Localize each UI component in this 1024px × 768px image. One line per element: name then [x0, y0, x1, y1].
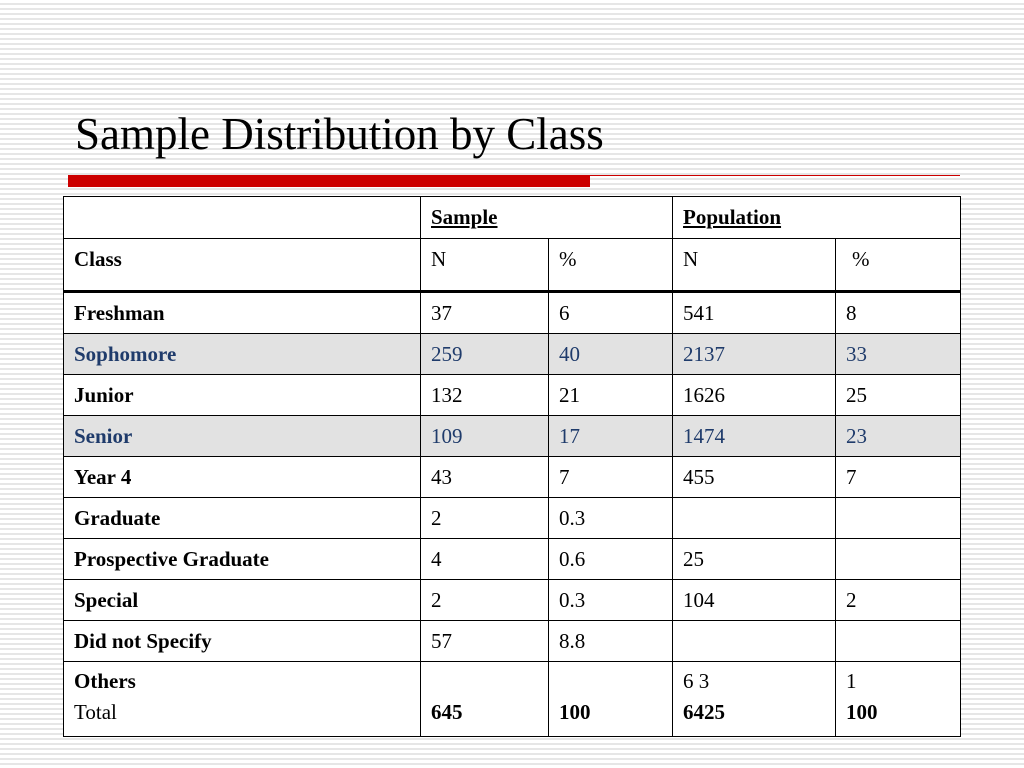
class-cell: Special [64, 580, 421, 621]
sample-pct-cell: 0.6 [549, 539, 673, 580]
class-cell [64, 662, 421, 737]
population-n-cell [673, 662, 836, 737]
page-title: Sample Distribution by Class [75, 109, 604, 159]
sample-n-cell: 2 [421, 580, 549, 621]
population-n-header: N [673, 239, 836, 292]
population-n-cell: 1626 [673, 375, 836, 416]
total-population-n: 6425 [683, 700, 726, 724]
sample-n-cell: 2 [421, 498, 549, 539]
title-underline-thin [590, 175, 960, 176]
sample-n-cell: 4 [421, 539, 549, 580]
sample-pct-cell: 6 [549, 292, 673, 334]
total-sample-n: 645 [431, 700, 463, 724]
title-underline-thick [68, 175, 590, 187]
class-cell: Graduate [64, 498, 421, 539]
table-row [64, 580, 961, 621]
population-pct-cell [836, 539, 961, 580]
population-pct-cell: 33 [836, 334, 961, 375]
population-n-cell [673, 621, 836, 662]
sample-pct-header: % [549, 239, 673, 292]
others-population-n: 6 3 [683, 669, 710, 693]
sample-pct-cell: 8.8 [549, 621, 673, 662]
table-row [64, 416, 961, 457]
population-pct-header: % [836, 239, 961, 292]
population-pct-cell [836, 621, 961, 662]
table-row [64, 457, 961, 498]
others-sample-n [431, 666, 538, 697]
class-cell: Did not Specify [64, 621, 421, 662]
population-pct-cell [836, 662, 961, 737]
table-row [64, 539, 961, 580]
population-n-cell: 455 [673, 457, 836, 498]
sample-pct-cell: 40 [549, 334, 673, 375]
population-n-cell: 1474 [673, 416, 836, 457]
class-cell: Sophomore [64, 334, 421, 375]
others-total-row [64, 662, 961, 737]
sample-n-cell: 109 [421, 416, 549, 457]
sample-pct-cell: 21 [549, 375, 673, 416]
table-row [64, 292, 961, 334]
sample-n-cell: 132 [421, 375, 549, 416]
class-cell: Freshman [64, 292, 421, 334]
population-header: Population [673, 197, 961, 239]
sample-pct-cell: 0.3 [549, 498, 673, 539]
table-row [64, 498, 961, 539]
population-n-cell: 104 [673, 580, 836, 621]
population-n-cell: 541 [673, 292, 836, 334]
class-cell: Junior [64, 375, 421, 416]
population-pct-cell: 8 [836, 292, 961, 334]
class-header: Class [64, 239, 421, 292]
others-population-pct: 1 [846, 669, 857, 693]
population-n-cell [673, 498, 836, 539]
total-population-pct: 100 [846, 700, 878, 724]
sample-pct-cell [549, 662, 673, 737]
class-cell: Prospective Graduate [64, 539, 421, 580]
sample-header: Sample [421, 197, 673, 239]
distribution-table [63, 196, 961, 737]
sample-n-cell: 259 [421, 334, 549, 375]
table-row [64, 375, 961, 416]
table-row [64, 334, 961, 375]
population-pct-cell [836, 498, 961, 539]
population-n-cell: 25 [673, 539, 836, 580]
sample-n-cell: 57 [421, 621, 549, 662]
others-sample-pct [559, 666, 662, 697]
population-pct-cell: 2 [836, 580, 961, 621]
population-pct-cell: 7 [836, 457, 961, 498]
total-sample-pct: 100 [559, 700, 591, 724]
population-pct-cell: 25 [836, 375, 961, 416]
sample-pct-cell: 17 [549, 416, 673, 457]
sample-pct-cell: 7 [549, 457, 673, 498]
table-row [64, 621, 961, 662]
total-label: Total [74, 700, 117, 724]
group-header-row [64, 197, 961, 239]
sample-n-header: N [421, 239, 549, 292]
population-n-cell: 2137 [673, 334, 836, 375]
population-pct-cell: 23 [836, 416, 961, 457]
sample-n-cell: 37 [421, 292, 549, 334]
others-label: Others [74, 669, 136, 693]
sample-pct-cell: 0.3 [549, 580, 673, 621]
sample-n-cell [421, 662, 549, 737]
sub-header-row [64, 239, 961, 292]
class-cell: Senior [64, 416, 421, 457]
class-cell: Year 4 [64, 457, 421, 498]
sample-n-cell: 43 [421, 457, 549, 498]
empty-header-cell [64, 197, 421, 239]
